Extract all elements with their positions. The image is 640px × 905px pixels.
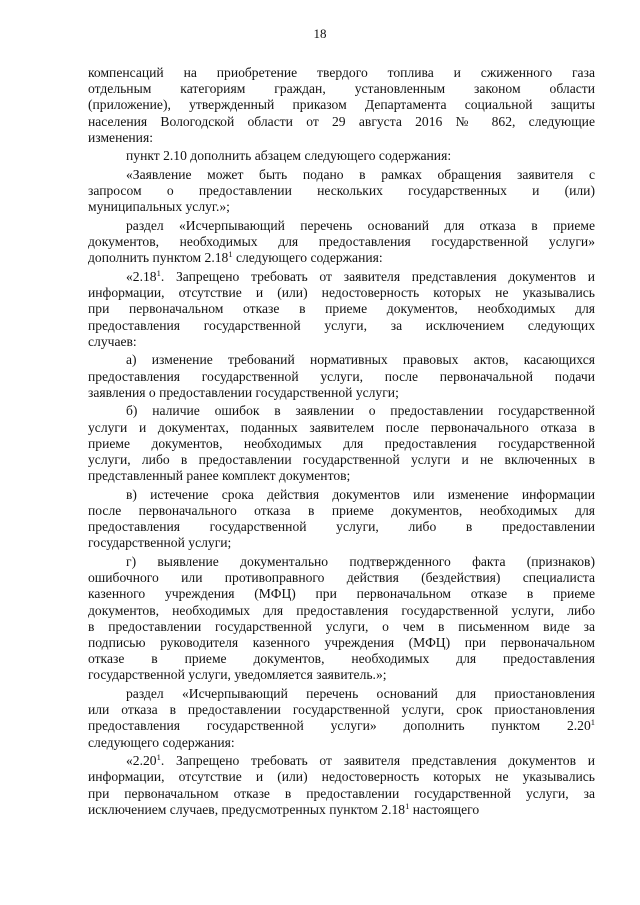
text-line: в предоставлении государственной услуги, о чем в письменном виде за [88, 618, 595, 634]
text-line: (приложение), утвержденный приказом Департамента социальной защиты [88, 97, 595, 113]
text-line: государственной услуги, уведомляется заявитель.»; [88, 667, 387, 683]
paragraph [88, 167, 595, 216]
text-line: предоставления государственной услуги, за исключением следующих [88, 317, 595, 333]
text-line: «2.20$^1$. Запрещено требовать от заявителя представления документов и [126, 752, 595, 769]
text-line: при первоначальном отказе в приеме документов, необходимых для [88, 301, 595, 317]
paragraph [88, 218, 595, 267]
text-line: б) наличие ошибок в заявлении о предоставлении государственной [126, 403, 595, 419]
text-line: компенсаций на приобретение твердого топлива и сжиженного газа [88, 65, 595, 80]
text-line: «2.18$^1$. Запрещено требовать от заявителя представления документов и [126, 268, 595, 284]
text-line: информации, отсутствие и (или) недостоверность которых не указывались [88, 769, 595, 785]
text-line: услуги, либо в предоставлении государственной услуги и не включенных в [88, 452, 595, 468]
text-line: после первоначального отказа в приеме документов, необходимых для [88, 503, 595, 519]
text-line: а) изменение требований нормативных правовых актов, касающихся [126, 352, 595, 368]
text-line: предоставления государственной услуги, после первоначальной подачи [88, 368, 595, 384]
text-line: пункт 2.10 дополнить абзацем следующего содержания: [126, 148, 452, 164]
text-line: следующего содержания: [88, 734, 235, 750]
text-line: отдельным категориям граждан, установленным законом области [88, 81, 595, 97]
text-line: г) выявление документально подтвержденного факта (признаков) [126, 554, 595, 570]
paragraph [88, 753, 595, 818]
text-line: предоставления государственной услуги, либо в предоставлении [88, 519, 595, 535]
paragraph [88, 686, 595, 751]
text-line: казенного учреждения (МФЦ) при первоначальном отказе в приеме [88, 586, 595, 602]
text-line: услуги и документах, поданных заявителем после первоначального отказа в [88, 419, 595, 435]
text-line: случаев: [88, 333, 137, 349]
paragraph [88, 554, 595, 684]
paragraph [88, 487, 595, 552]
text-line: представленный ранее комплект документов; [88, 468, 351, 484]
paragraph [88, 65, 595, 146]
text-line: запросом о предоставлении нескольких государственных и (или) [88, 183, 595, 199]
text-line: в) истечение срока действия документов или изменение информации [126, 486, 595, 502]
text-line: отказе в приеме документов, необходимых для предоставления [88, 651, 595, 667]
page-number: 18 [313, 26, 327, 41]
paragraph [88, 352, 595, 401]
text-line: ошибочного или противоправного действия (бездействия) специалиста [88, 570, 595, 586]
text-line: «Заявление может быть подано в рамках обращения заявителя с [126, 167, 595, 182]
text-line: заявления о предоставлении государственной услуги; [88, 384, 399, 400]
text-line: приеме документов, необходимых для предоставления государственной [88, 435, 595, 451]
text-line: муниципальных услуг.»; [88, 199, 230, 215]
text-line: раздел «Исчерпывающий перечень оснований для приостановления [126, 686, 595, 702]
text-line: подписью руководителя казенного учреждения (МФЦ) при первоначальном [88, 635, 595, 651]
text-line: при первоначальном отказе в предоставлении государственной услуги, за [88, 785, 595, 801]
paragraph [88, 403, 595, 484]
text-line: исключением случаев, предусмотренных пунктом 2.18$^1$ настоящего [88, 800, 480, 817]
text-line: документов, необходимых для предоставления государственной услуги» [88, 234, 595, 250]
text-line: предоставления государственной услуги» дополнить пунктом 2.20$^1$ [88, 717, 595, 734]
text-line: документов, необходимых для предоставления государственной услуги, либо [88, 602, 595, 618]
text-line: населения Вологодской области от 29 августа 2016 № 862, следующие [88, 113, 595, 129]
paragraph [88, 148, 595, 164]
text-line: раздел «Исчерпывающий перечень оснований для отказа в приеме [126, 218, 595, 233]
text-line: дополнить пунктом 2.18$^1$ следующего содержания: [88, 249, 383, 266]
text-line: государственной услуги; [88, 535, 232, 551]
text-line: информации, отсутствие и (или) недостоверность которых не указывались [88, 285, 595, 301]
text-line: или отказа в предоставлении государственной услуги, срок приостановления [88, 702, 595, 718]
text-line: изменения: [88, 129, 153, 145]
document-body [88, 65, 595, 818]
paragraph [88, 269, 595, 350]
